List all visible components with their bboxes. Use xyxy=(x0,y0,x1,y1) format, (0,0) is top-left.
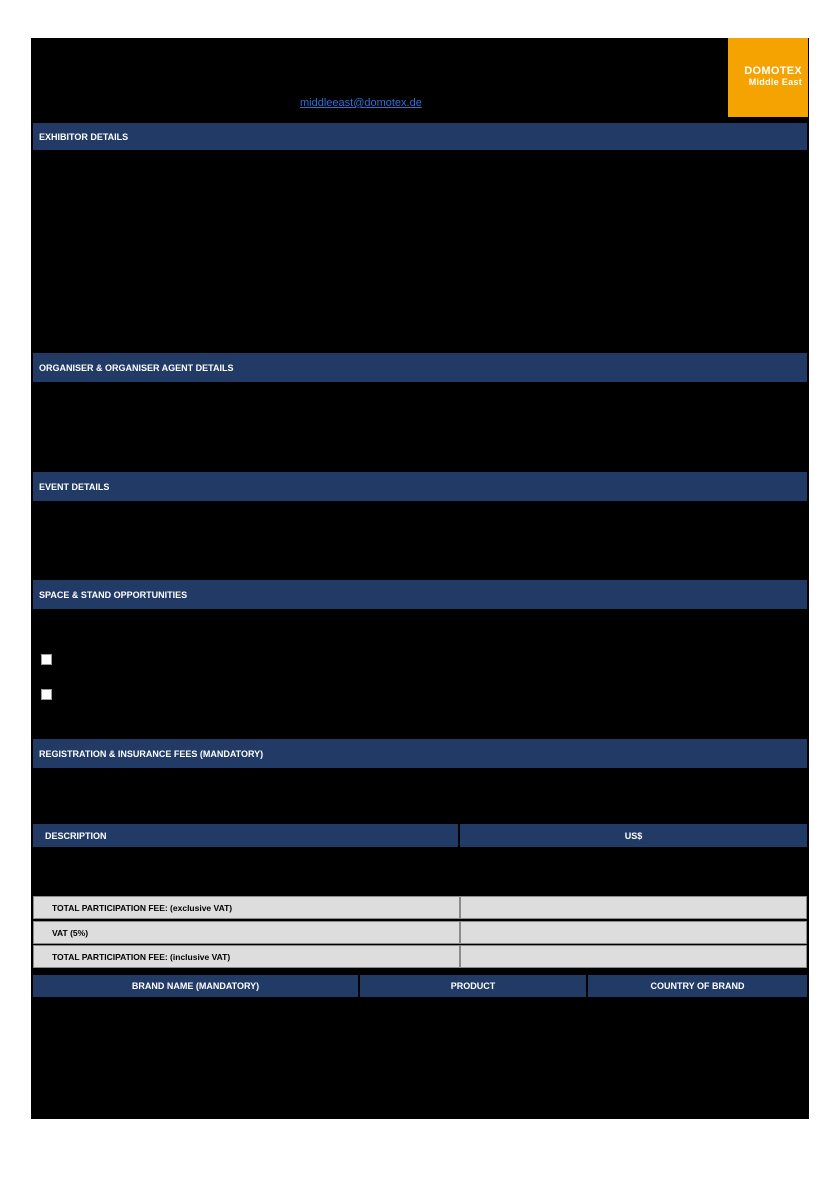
exhibitor-details-header: EXHIBITOR DETAILS xyxy=(33,123,807,150)
fee-row-total-inclusive xyxy=(33,945,807,968)
event-details-header: EVENT DETAILS xyxy=(33,472,807,501)
usd-column-header: US$ xyxy=(460,824,807,847)
product-column-header: PRODUCT xyxy=(360,975,586,997)
fee-row-total-exclusive xyxy=(33,896,807,919)
space-option-checkbox-1[interactable] xyxy=(41,654,52,665)
email-link[interactable]: middleeast@domotex.de xyxy=(300,97,422,109)
fee-row-value-input[interactable] xyxy=(460,945,807,968)
fee-row-label: TOTAL PARTICIPATION FEE: (exclusive VAT) xyxy=(33,896,460,919)
logo-title: DOMOTEX xyxy=(744,65,802,77)
fee-table-header xyxy=(33,824,807,847)
logo-subtitle: Middle East xyxy=(748,77,802,87)
domotex-logo xyxy=(728,38,808,117)
space-option-checkbox-2[interactable] xyxy=(41,689,52,700)
form-page xyxy=(31,38,809,1119)
description-column-header: DESCRIPTION xyxy=(33,824,458,847)
brand-name-column-header: BRAND NAME (MANDATORY) xyxy=(33,975,358,997)
country-column-header: COUNTRY OF BRAND xyxy=(588,975,807,997)
fee-row-vat xyxy=(33,921,807,944)
space-stand-header: SPACE & STAND OPPORTUNITIES xyxy=(33,580,807,609)
fee-row-label: VAT (5%) xyxy=(33,921,460,944)
fee-row-label: TOTAL PARTICIPATION FEE: (inclusive VAT) xyxy=(33,945,460,968)
fee-row-value-input[interactable] xyxy=(460,921,807,944)
brand-table-header xyxy=(33,975,807,997)
fee-row-value-input[interactable] xyxy=(460,896,807,919)
organiser-details-header: ORGANISER & ORGANISER AGENT DETAILS xyxy=(33,353,807,382)
registration-fees-header: REGISTRATION & INSURANCE FEES (MANDATORY) xyxy=(33,739,807,768)
